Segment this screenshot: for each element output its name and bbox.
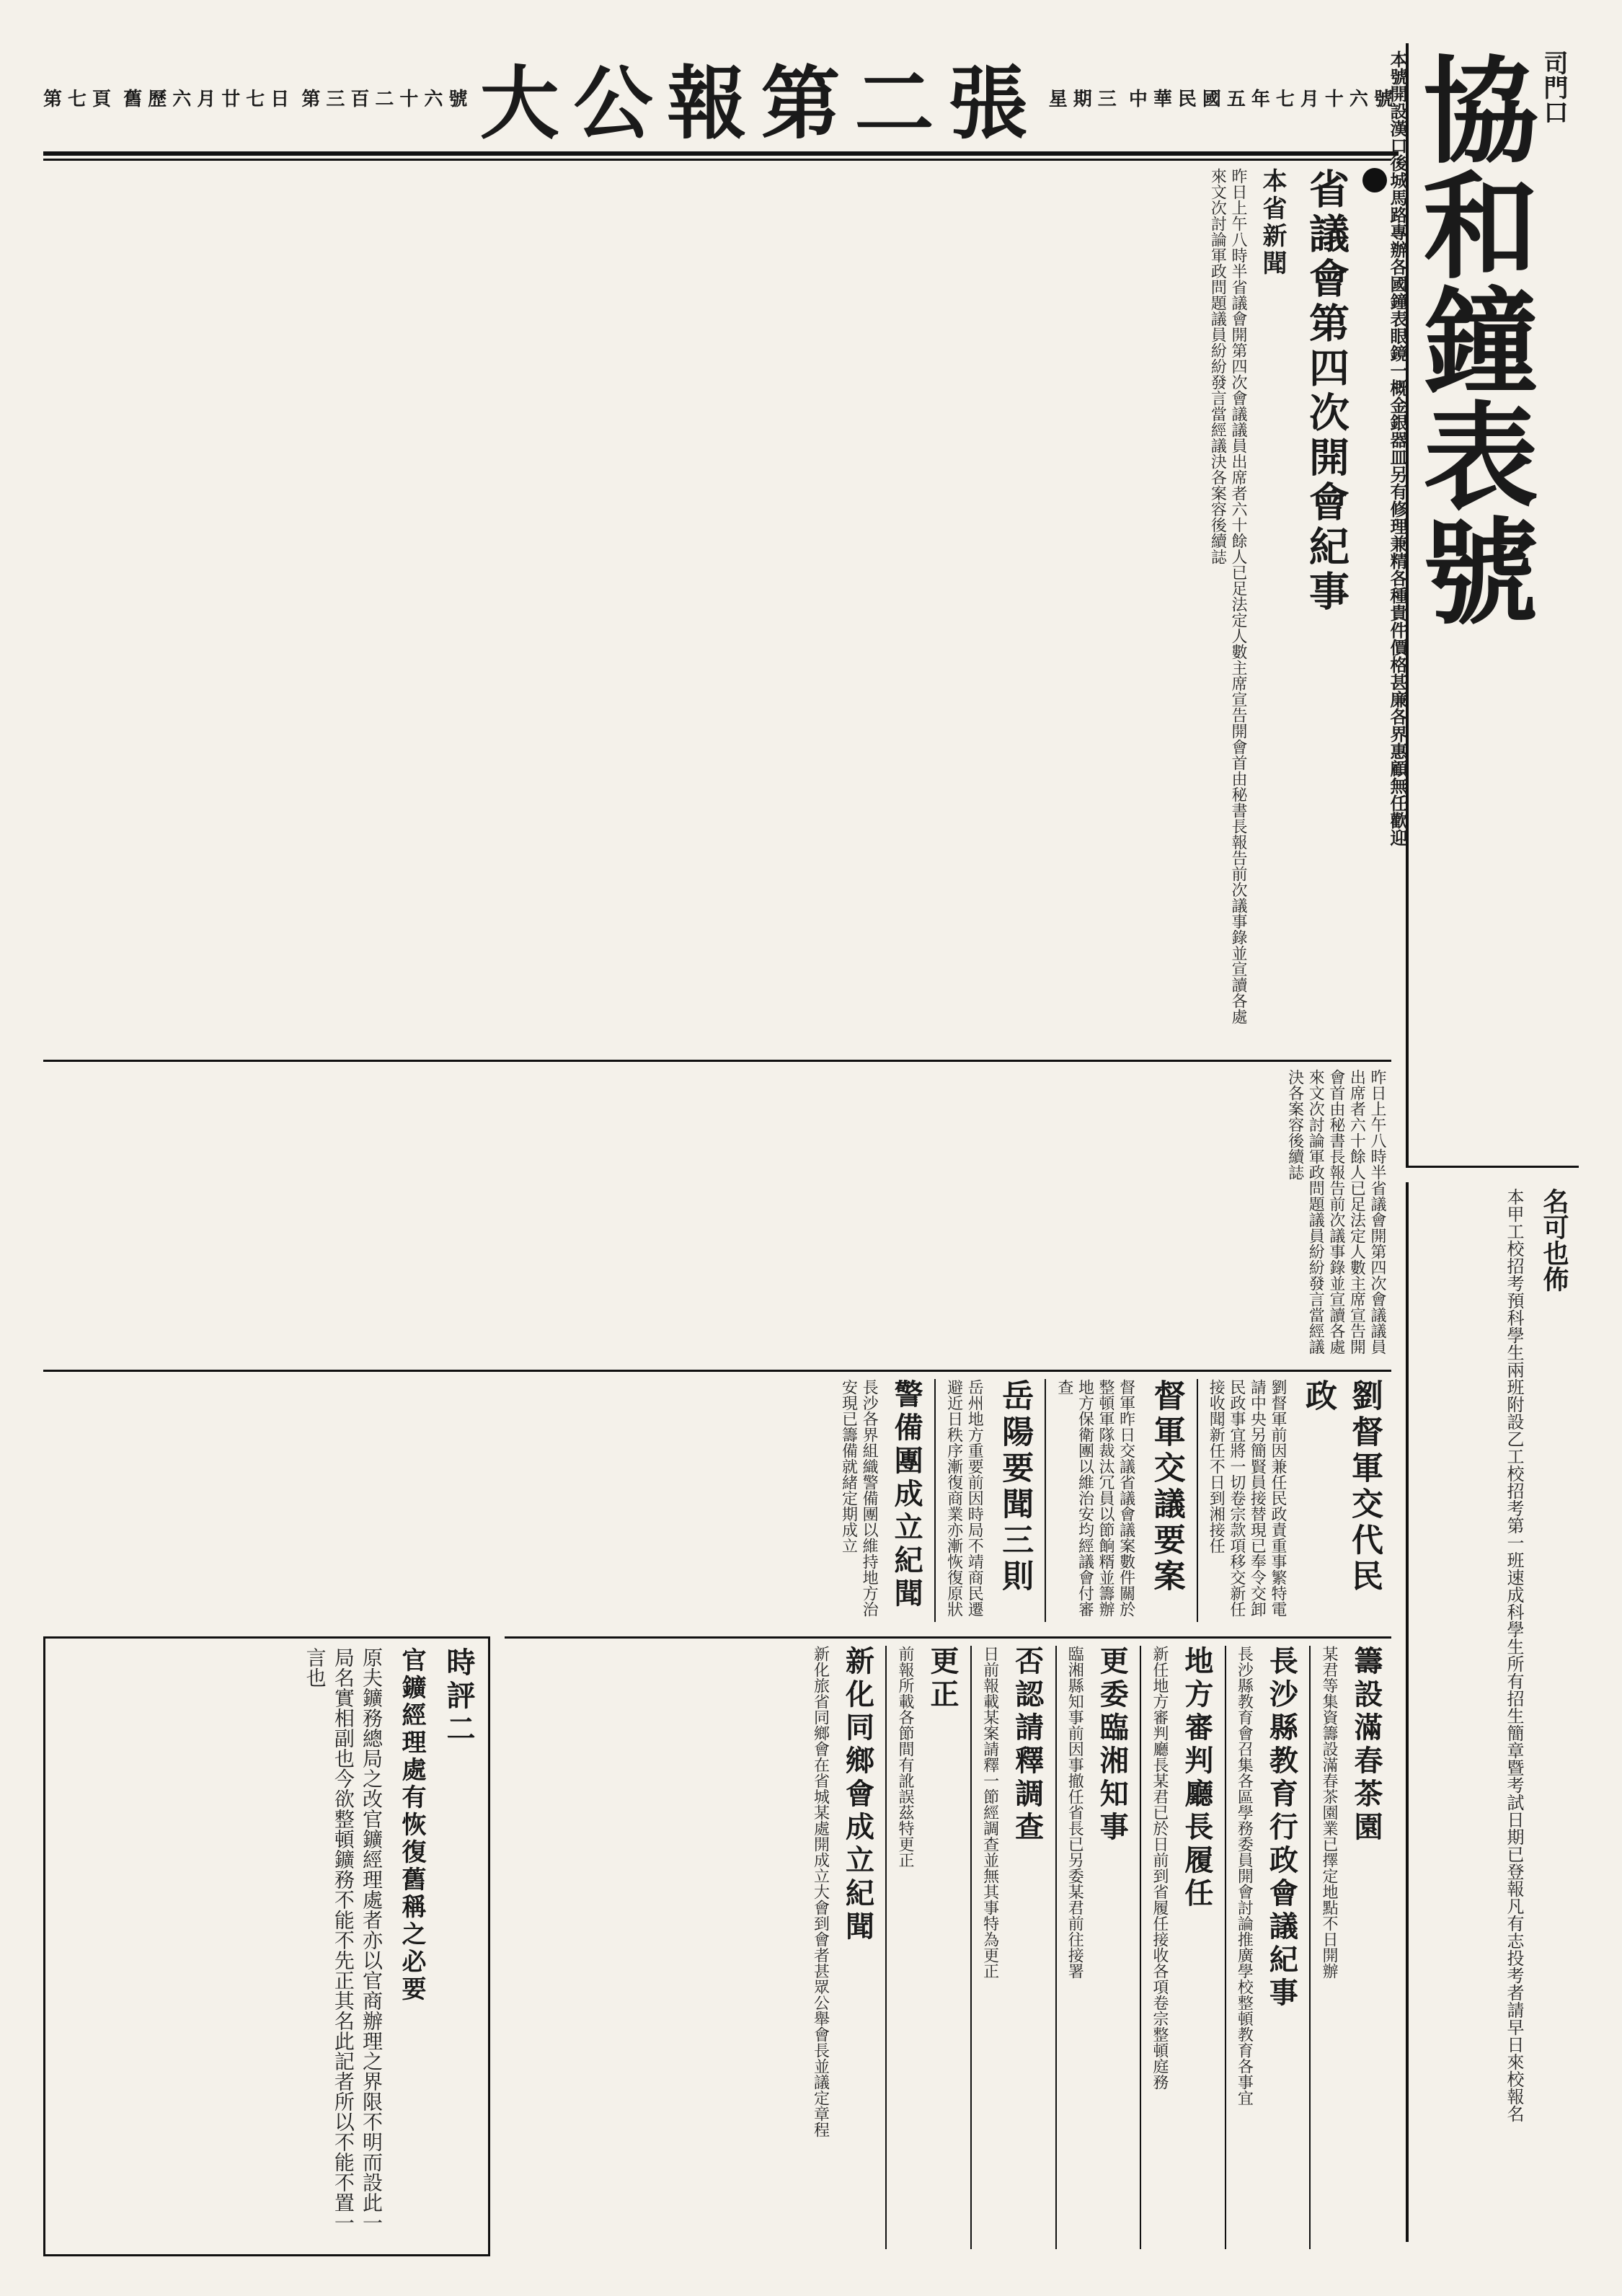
article-headline: 省議會第四次開會紀事 bbox=[1303, 168, 1350, 615]
column-divider bbox=[934, 1379, 936, 1622]
column-divider bbox=[1055, 1646, 1057, 2249]
weekday: 星期三 bbox=[1048, 88, 1122, 110]
notice-body: 本甲工校招考預科學生兩班附設乙工校招考第一班速成科學生所有招生簡章暨考試日期已登報凡有志投考者請早日來校報名 bbox=[1504, 1188, 1524, 2122]
article-body: 昨日上午八時半省議會開第四次會議議員出席者六十餘人已足法定人數主席宣告開會首由秘書長報告前次議事錄並宣讀各處來文次討論軍政問題議員紛紛發言當經議決各案容後續誌 bbox=[1208, 168, 1247, 1024]
newspaper-page bbox=[43, 43, 1579, 2256]
article-headline: 更正 bbox=[926, 1646, 960, 1712]
paper-title: 大公報第二張 bbox=[479, 57, 1042, 150]
page-number: 第七頁 bbox=[43, 88, 118, 110]
article-headline: 更委臨湘知事 bbox=[1095, 1646, 1130, 1845]
bottom-articles bbox=[505, 1636, 1391, 2256]
roc-date: 中華民國五年七月十六號 bbox=[1128, 88, 1399, 110]
commentary-box bbox=[43, 1636, 490, 2256]
article-body: 前報所載各節間有訛誤茲特更正 bbox=[896, 1646, 915, 1868]
column-divider bbox=[1045, 1379, 1046, 1622]
column-divider bbox=[1197, 1379, 1198, 1622]
masthead bbox=[43, 43, 1399, 156]
article-body: 新任地方審判廳長某君已於日前到省履任接收各項卷宗整頓庭務 bbox=[1150, 1646, 1169, 2090]
advert-location: 司門口 bbox=[1539, 50, 1568, 124]
article-headline: 否認請釋調查 bbox=[1010, 1646, 1045, 1845]
article-body: 日前報載某案請釋一節經調查並無其事特為更正 bbox=[980, 1646, 999, 1979]
column-divider bbox=[1309, 1646, 1311, 2249]
article-headline: 岳陽要聞三則 bbox=[996, 1379, 1034, 1595]
article-headline: 地方審判廳長履任 bbox=[1179, 1646, 1214, 1911]
issue-number: 第三百二十六號 bbox=[301, 88, 474, 110]
article-body: 督軍昨日交議省議會議案數件關於整頓軍隊裁汰冗員以節餉糈並籌辦地方保衛團以維治安均經議會付審查 bbox=[1055, 1379, 1135, 1617]
article-body: 長沙縣教育會召集各區學務委員開會討論推廣學校整頓教育各事宜 bbox=[1235, 1646, 1254, 2106]
section-tag: 本省新聞 bbox=[1258, 168, 1287, 278]
clock-shop-advert bbox=[1387, 43, 1579, 1168]
school-notice bbox=[1406, 1182, 1579, 2242]
article-assembly bbox=[43, 159, 1391, 1052]
column-divider bbox=[1225, 1646, 1226, 2249]
commentary-subtitle: 官鑛經理處有恢復舊稱之必要 bbox=[397, 1647, 426, 2003]
continued-text: 昨日上午八時半省議會開第四次會議議員出席者六十餘人已足法定人數主席宣告開會首由秘書長報告前次議事錄並宣讀各處來文次討論軍政問題議員紛紛發言當經議決各案容後續誌 bbox=[1285, 1069, 1386, 1355]
article-body: 岳州地方重要前因時局不靖商民遷避近日秩序漸復商業亦漸恢復原狀 bbox=[944, 1379, 984, 1617]
article-body: 新化旅省同鄉會在省城某處開成立大會到會者甚眾公舉會長並議定章程 bbox=[811, 1646, 830, 2137]
article-headline: 長沙縣教育行政會議紀事 bbox=[1264, 1646, 1299, 2011]
article-headline: 督軍交議要案 bbox=[1148, 1379, 1185, 1595]
notice-title: 名可也佈 bbox=[1539, 1188, 1569, 1292]
article-headline: 警備團成立紀聞 bbox=[890, 1379, 924, 1611]
column-divider bbox=[1140, 1646, 1141, 2249]
commentary-title: 時評二 bbox=[442, 1647, 476, 1747]
article-body: 臨湘縣知事前因事撤任省長已另委某君前往接署 bbox=[1065, 1646, 1084, 1979]
column-divider bbox=[970, 1646, 972, 2249]
article-headline: 籌設滿春茶園 bbox=[1350, 1646, 1383, 1845]
advert-blurb: 本號開設漢口後城馬路專辦各國鐘表眼鏡一概金銀器皿另有修理兼精各種貴件價格甚廉各界惠顧無任歡迎 bbox=[1387, 50, 1408, 846]
column-divider bbox=[885, 1646, 887, 2249]
advert-brand: 協和鐘表號 bbox=[1404, 50, 1539, 627]
article-headline: 新化同鄉會成立紀聞 bbox=[841, 1646, 875, 1944]
middle-band bbox=[43, 1060, 1391, 1362]
lunar-date: 舊歷六月廿七日 bbox=[123, 88, 296, 110]
commentary-body: 原夫鑛務總局之改官鑛經理處者亦以官商辦理之界限不明而設此一局名實相副也今欲整頓鑛務不能不先正其名此記者所以不能不置一言也 bbox=[303, 1647, 384, 2233]
article-headline: 劉督軍交代民政 bbox=[1300, 1379, 1383, 1595]
bullet-icon bbox=[1362, 168, 1387, 192]
lower-band-1 bbox=[43, 1370, 1391, 1629]
article-body: 劉督軍前因兼任民政責重事繁特電請中央另簡賢員接替現已奉令交卸民政事宜將一切卷宗款項移交新任接收聞新任不日到湘接任 bbox=[1207, 1379, 1287, 1617]
article-body: 長沙各界組織警備團以維持地方治安現已籌備就緒定期成立 bbox=[839, 1379, 879, 1617]
article-body: 某君等集資籌設滿春茶園業已擇定地點不日開辦 bbox=[1320, 1646, 1338, 1979]
